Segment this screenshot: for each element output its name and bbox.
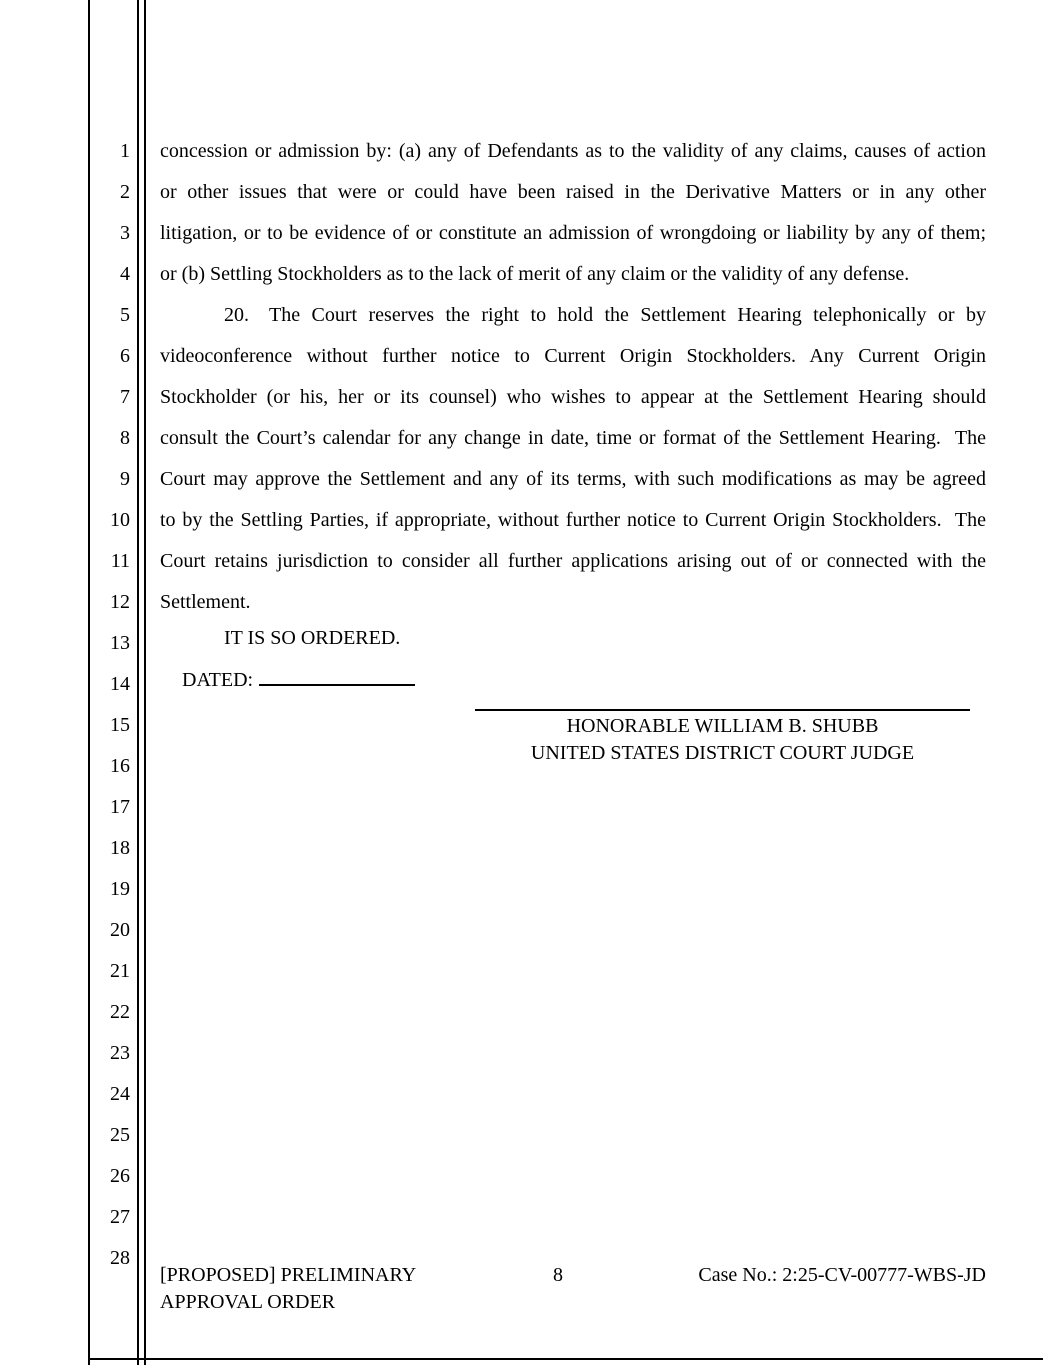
body-text-line: Court may approve the Settlement and any of its terms, with such modifications as may be agreed: [160, 468, 986, 490]
line-number: 18: [110, 837, 130, 859]
line-number: 17: [110, 796, 130, 818]
body-text-line: Court retains jurisdiction to consider all further applications arising out of or connected with the: [160, 550, 986, 572]
line-number: 5: [120, 304, 130, 326]
body-text-line: consult the Court’s calendar for any change in date, time or format of the Settlement Hearing. The: [160, 427, 986, 449]
line-number: 22: [110, 1001, 130, 1023]
line-number: 3: [120, 222, 130, 244]
body-text-line: concession or admission by: (a) any of Defendants as to the validity of any claims, causes of action: [160, 140, 986, 162]
footer-title-line2: APPROVAL ORDER: [160, 1291, 336, 1313]
line-number: 26: [110, 1165, 130, 1187]
footer-page-number: 8: [553, 1264, 563, 1286]
body-text-line: litigation, or to be evidence of or constitute an admission of wrongdoing or liability by any of them;: [160, 222, 986, 244]
line-number: 23: [110, 1042, 130, 1064]
so-ordered-text: IT IS SO ORDERED.: [224, 627, 401, 649]
line-number: 14: [110, 673, 130, 695]
footer-document-title: [160, 1262, 553, 1316]
body-text-line: Settlement.: [160, 591, 251, 613]
dated-row: [160, 663, 986, 697]
line-number: 8: [120, 427, 130, 449]
line-number: 9: [120, 468, 130, 490]
page-footer: [160, 1262, 986, 1316]
body-text-line: videoconference without further notice to Current Origin Stockholders. Any Current Origin: [160, 345, 986, 367]
date-blank-line: [259, 666, 415, 686]
signature-block: [475, 709, 970, 767]
line-number: 11: [110, 550, 130, 572]
line-number: 20: [110, 919, 130, 941]
line-number: 21: [110, 960, 130, 982]
line-number: 6: [120, 345, 130, 367]
line-number: 27: [110, 1206, 130, 1228]
line-number: 7: [120, 386, 130, 408]
dated-label: DATED:: [182, 669, 254, 691]
line-number: 13: [110, 632, 130, 654]
judge-title: UNITED STATES DISTRICT COURT JUDGE: [530, 742, 915, 764]
line-number: 2: [120, 181, 130, 203]
pleading-double-rule: [137, 0, 146, 1365]
line-number: 12: [110, 591, 130, 613]
line-number: 19: [110, 878, 130, 900]
judge-name: HONORABLE WILLIAM B. SHUBB: [566, 715, 879, 737]
bottom-page-rule: [88, 1358, 1043, 1360]
body-text-line: Stockholder (or his, her or its counsel) who wishes to appear at the Settlement Hearing should: [160, 386, 986, 408]
body-text-line: to by the Settling Parties, if appropriate, without further notice to Current Origin Stockholders. The: [160, 509, 986, 531]
footer-title-line1: [PROPOSED] PRELIMINARY: [160, 1264, 417, 1286]
line-number: 24: [110, 1083, 130, 1105]
line-number: 10: [110, 509, 130, 531]
body-text-line: 20. The Court reserves the right to hold the Settlement Hearing telephonically or by: [224, 304, 986, 326]
footer-case-number: Case No.: 2:25-CV-00777-WBS-JD: [698, 1264, 986, 1286]
line-number: 25: [110, 1124, 130, 1146]
line-number: 1: [120, 140, 130, 162]
body-text-line: or other issues that were or could have been raised in the Derivative Matters or in any other: [160, 181, 986, 203]
document-body: [160, 131, 986, 767]
line-number: 4: [120, 263, 130, 285]
line-number: 15: [110, 714, 130, 736]
line-number: 28: [110, 1247, 130, 1269]
line-number-column: [88, 131, 130, 1279]
body-text-line: or (b) Settling Stockholders as to the lack of merit of any claim or the validity of any defense.: [160, 263, 910, 285]
line-number: 16: [110, 755, 130, 777]
